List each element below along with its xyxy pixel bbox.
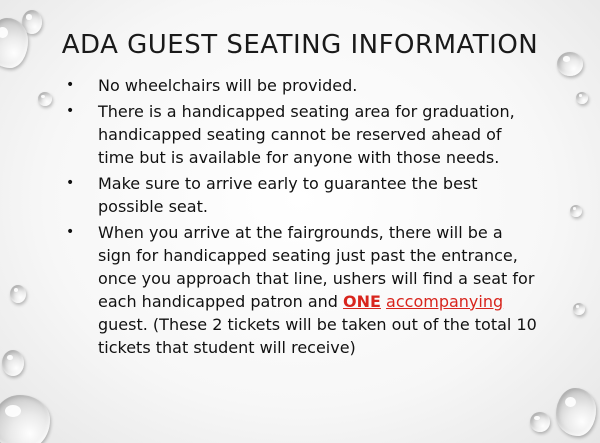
water-drop-icon — [10, 285, 26, 303]
emphasis-accompanying: accompanying — [386, 292, 504, 311]
bullet-item — [64, 172, 540, 218]
bullet-text-start: When you arrive at the fairgrounds, there will be a sign for handicapped seating just past the entrance, once you approach that line, ushers will find a seat for each handicapped patron and — [98, 223, 535, 311]
water-drop-icon — [556, 388, 596, 436]
water-drop-icon — [576, 92, 588, 104]
bullet-text: Make sure to arrive early to guarantee the best possible seat. — [98, 174, 478, 216]
emphasis-one: ONE — [343, 292, 381, 311]
slide-title: ADA GUEST SEATING INFORMATION — [61, 30, 539, 60]
bullet-icon: • — [66, 175, 75, 191]
bullet-icon: • — [66, 224, 75, 240]
bullet-text: There is a handicapped seating area for graduation, handicapped seating cannot be reserved ahead of time but is available for anyone with those needs. — [98, 102, 515, 167]
water-drop-icon — [0, 395, 50, 443]
bullet-item — [64, 100, 540, 169]
bullet-item — [64, 74, 540, 97]
bullet-text-end: guest. (These 2 tickets will be taken out of the total 10 tickets that student will receive) — [98, 315, 537, 357]
bullet-text: No wheelchairs will be provided. — [98, 76, 358, 95]
water-drop-icon — [2, 350, 24, 376]
water-drop-icon — [570, 205, 582, 217]
bullet-icon: • — [66, 103, 75, 119]
water-drop-icon — [38, 92, 52, 106]
bullet-list — [64, 74, 540, 362]
bullet-icon: • — [66, 77, 75, 93]
water-drop-icon — [573, 303, 585, 315]
water-drop-icon — [530, 412, 550, 432]
bullet-item — [64, 221, 540, 359]
